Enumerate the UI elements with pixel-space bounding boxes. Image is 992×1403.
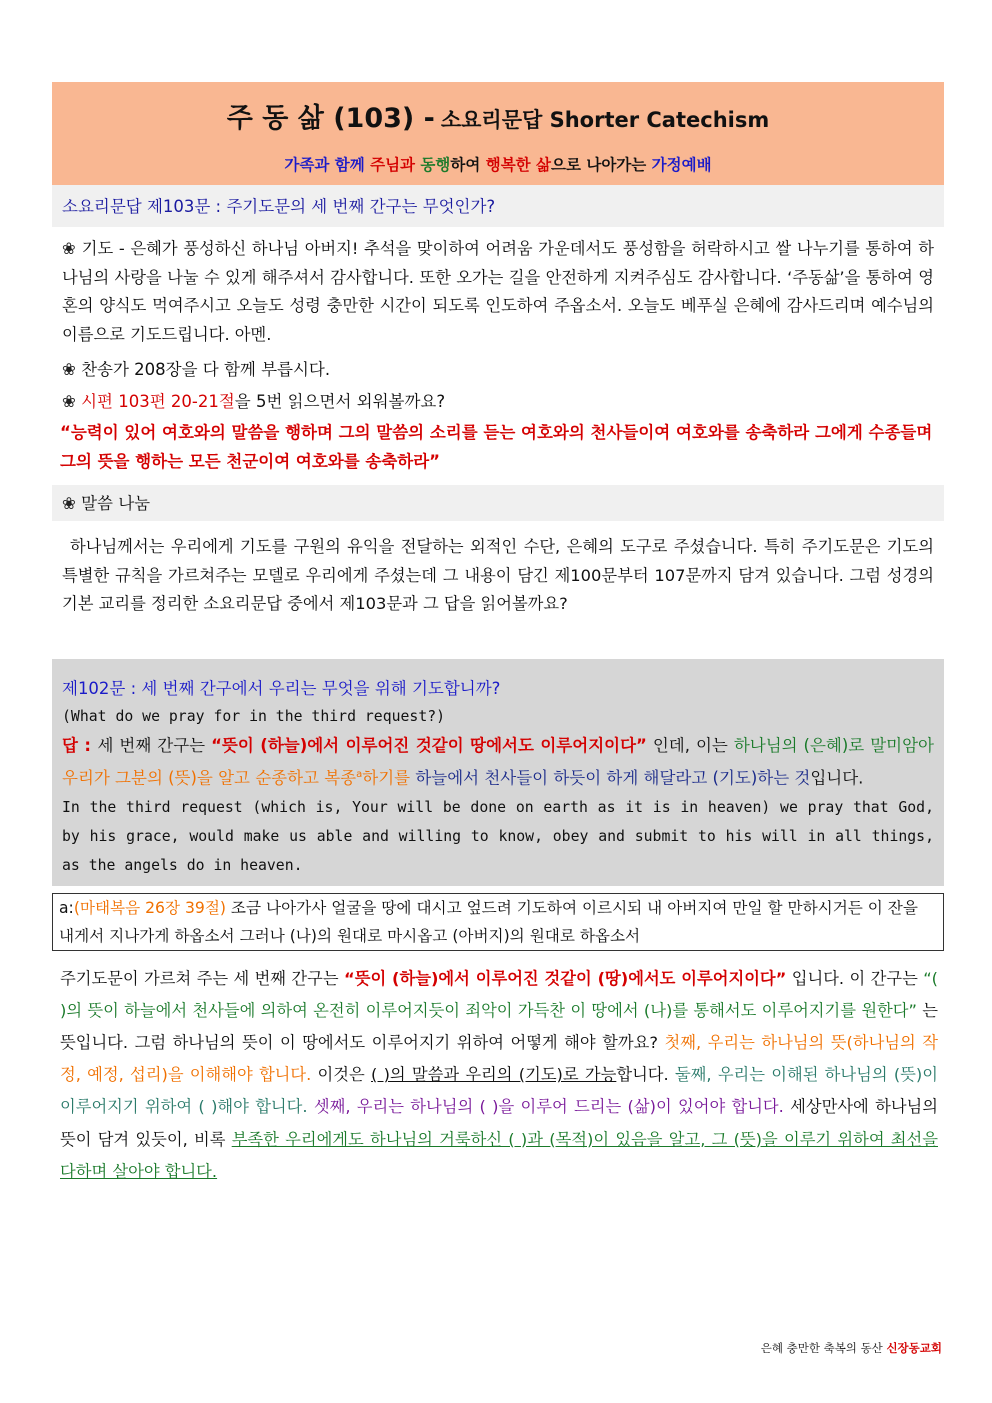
psalm-instruction: 을 5번 읽으면서 외워볼까요? <box>234 392 446 411</box>
catechism-answer <box>62 731 934 793</box>
psalm-quote: “능력이 있어 여호와의 말씀을 행하며 그의 말씀의 소리를 듣는 여호와의 천사들이여 여호와를 송축하라 그에게 수종들며 그의 뜻을 행하는 모든 천군이여 여호와를 송축하라” <box>60 423 933 471</box>
flower-icon: ❀ <box>62 360 76 379</box>
subtitle-segment: 하여 <box>450 156 486 174</box>
flower-icon: ❀ <box>62 392 76 411</box>
title-subtitle: 소요리문답 Shorter Catechism <box>440 108 770 132</box>
answer-segment: 하늘에서 천사들이 하듯이 하게 해달라고 (기도)하는 것 <box>415 768 811 788</box>
subtitle-segment: 주님과 <box>370 156 421 174</box>
footer <box>761 1340 942 1356</box>
footnote-label: a: <box>59 898 74 917</box>
share-title-bar <box>52 485 944 521</box>
catechism-answer-en: In the third request (which is, Your will be done on earth as it is in heaven) we pray that God, by his grace, would make us able and willing to know, obey and submit to his will in all things, as the angels do in heaven. <box>62 798 934 874</box>
church-name: 신장동교회 <box>886 1341 942 1355</box>
page-title: 주 동 삶 (103) - 소요리문답 Shorter Catechism <box>226 103 770 134</box>
closing-segment: “뜻이 (하늘)에서 이루어진 것같이 (땅)에서도 이루어지이다” <box>344 968 787 988</box>
hymn-line <box>52 355 944 385</box>
answer-segment: 인데, 이는 <box>646 736 734 755</box>
question-title: 소요리문답 제103문 : 주기도문의 세 번째 간구는 무엇인가? <box>52 185 944 227</box>
flower-icon: ❀ <box>62 239 77 258</box>
answer-segment: 하기를 <box>362 768 416 788</box>
catechism-box <box>52 659 944 886</box>
answer-segment: 답 : <box>62 736 98 755</box>
hymn-text: 찬송가 208장을 다 함께 부릅시다. <box>81 360 331 379</box>
closing-segment: ( )의 말씀과 우리의 (기도)로 가능 <box>370 1065 617 1085</box>
subtitle-segment: 가족과 함께 <box>284 156 371 174</box>
catechism-question-en: (What do we pray for in the third request?) <box>62 708 446 725</box>
closing-segment: 둘째, 우리는 이해된 하나님의 (뜻)이 이루어지기 위하여 ( )해야 합니다. <box>60 1065 938 1117</box>
header-subtitle <box>52 153 944 175</box>
answer-segment: “뜻이 (하늘)에서 이루어진 것같이 땅에서도 이루어지이다” <box>211 736 647 755</box>
header-banner <box>52 82 944 185</box>
reference-text: 조금 나아가사 얼굴을 땅에 대시고 엎드려 기도하여 이르시되 내 아버지여 만일 할 만하시거든 이 잔을 내게서 지나가게 하옵소서 그러나 (나)의 원대로 마시옵고 (아버지)의 원대로 하옵소서 <box>59 898 918 945</box>
reference-source: (마태복음 26장 39절) <box>73 898 226 917</box>
answer-segment: 입니다. <box>810 768 864 788</box>
scripture-reference-box <box>52 893 944 951</box>
prayer-text: 기도 - 은혜가 풍성하신 하나님 아버지! 추석을 맞이하여 어려움 가운데서도 풍성함을 허락하시고 쌀 나누기를 통하여 하나님의 사랑을 나눌 수 있게 해주셔서 감사합니다. 또한 오가는 길을 안전하게 지켜주심도 감사합니다. ‘주동삶’을 통하여 영혼의 양식도 먹여주시고 오늘도 성령 충만한 시간이 되도록 인도하여 주옵소서. 오늘도 베푸실 은혜에 감사드리며 예수님의 이름으로 기도드립니다. 아멘. <box>62 239 934 344</box>
closing-segment: 부족한 우리에게도 하나님의 거룩하신 ( )과 (목적)이 있음을 알고, 그 (뜻)을 이루기 위하여 최선을 다하며 살아야 합니다. <box>60 1129 938 1181</box>
prayer-section <box>52 227 944 345</box>
footer-text: 은혜 충만한 축복의 동산 <box>760 1341 887 1355</box>
share-title: 말씀 나눔 <box>81 494 151 513</box>
subtitle-segment: 행복한 삶 <box>485 156 552 174</box>
flower-icon: ❀ <box>62 494 76 513</box>
closing-segment: 주기도문이 가르쳐 주는 세 번째 간구는 <box>60 968 345 988</box>
psalm-reference: 시편 103편 20-21절 <box>81 392 235 411</box>
answer-segment: 우리가 그분의 (뜻)을 알고 순종하고 복종 <box>62 768 357 788</box>
subtitle-segment: 동행 <box>420 156 451 174</box>
closing-segment: 는 뜻입니다. 그럼 하나님의 뜻이 이 땅에서도 이루어지기 위하여 어떻게 해야 할까요? <box>60 1000 938 1052</box>
subtitle-segment: 가정예배 <box>651 156 712 174</box>
closing-paragraph <box>52 951 944 1188</box>
psalm-line <box>52 385 944 419</box>
catechism-question: 제102문 : 세 번째 간구에서 우리는 무엇을 위해 기도합니까? <box>62 679 501 698</box>
closing-segment: 세상만사에 하나님의 뜻이 담겨 있듯이, 비록 <box>60 1097 939 1149</box>
closing-segment: “( )의 뜻이 하늘에서 천사들에 의하여 온전히 이루어지듯이 죄악이 가득찬 이 땅에서 (나)를 통해서도 이루어지기를 원한다” <box>60 968 938 1020</box>
subtitle-segment: 으로 나아가는 <box>551 156 652 174</box>
answer-segment: 세 번째 간구는 <box>97 736 212 755</box>
closing-segment: 이것은 <box>311 1065 371 1085</box>
closing-segment: 입니다. 이 간구는 <box>786 968 924 988</box>
closing-segment: 합니다. <box>616 1065 675 1085</box>
answer-segment: 하나님의 (은혜)로 말미암아 <box>733 736 934 755</box>
answer-segment: a <box>356 769 363 780</box>
worship-sheet <box>52 82 944 1188</box>
closing-segment: 셋째, 우리는 하나님의 ( )을 이루어 드리는 (삶)이 있어야 합니다. <box>313 1097 784 1117</box>
share-body: 하나님께서는 우리에게 기도를 구원의 유익을 전달하는 외적인 수단, 은혜의 도구로 주셨습니다. 특히 주기도문은 기도의 특별한 규칙을 가르쳐주는 모델로 우리에게 주셨는데 그 내용이 담긴 제100문부터 107문까지 담겨 있습니다. 그럼 성경의 기본 교리를 정리한 소요리문답 중에서 제103문과 그 답을 읽어볼까요? <box>62 537 934 613</box>
closing-segment: 첫째, 우리는 하나님의 뜻(하나님의 작정, 예정, 섭리)을 이해해야 합니다. <box>60 1032 938 1085</box>
